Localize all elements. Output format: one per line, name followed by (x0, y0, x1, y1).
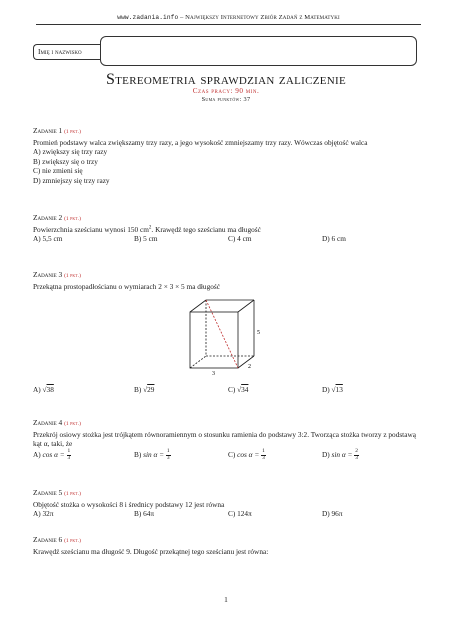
task-points: (1 pkt.) (64, 538, 81, 544)
task-1-answer-c[interactable]: C) nie zmieni się (33, 166, 83, 176)
task-1-answer-d[interactable]: D) zmniejszy się trzy razy (33, 175, 110, 185)
task-3-answers (33, 385, 423, 395)
task-5-answer-d[interactable]: D) 96π (322, 509, 343, 519)
task-4-heading (33, 418, 423, 430)
task-points: (1 pkt.) (64, 421, 81, 427)
header-tagline: – Największy Internetowy Zbiór Zadań z Matematyki (180, 14, 340, 21)
header-site: www.zadania.info (117, 14, 179, 21)
task-2-answer-d[interactable]: D) 6 cm (322, 234, 346, 244)
cuboid-diagonal (206, 300, 238, 368)
points-total: Suma punktów: 37 (201, 96, 251, 103)
task-6 (33, 535, 423, 556)
task-4-answers (33, 449, 423, 461)
task-5 (33, 488, 423, 519)
task-number: Zadanie 1 (33, 126, 63, 135)
task-2 (33, 213, 423, 244)
time-limit: Czas pracy: 90 min. (192, 87, 260, 95)
task-4 (33, 418, 423, 461)
task-5-text: Objętość stożka o wysokości 8 i średnicy podstawy 12 jest równa (33, 499, 225, 509)
cuboid-height-label: 5 (257, 330, 260, 336)
task-3-answer-b[interactable]: B) √29 (134, 385, 155, 394)
task-3-text: Przekątna prostopadłościanu o wymiarach 2 × 3 × 5 ma długość (33, 281, 220, 291)
page-header (36, 14, 421, 25)
task-3-heading (33, 270, 423, 282)
name-field[interactable] (100, 36, 417, 66)
task-6-heading (33, 535, 423, 547)
cuboid-width-label: 3 (212, 371, 215, 376)
task-2-text: Powierzchnia sześcianu wynosi 150 $cm^2$. Krawędź tego sześcianu ma długość (33, 224, 261, 234)
task-4-text: Przekrój osiowy stożka jest trójkątem równoramiennym o stosunku ramienia do podstawy 3:2. Tworząca stożka tworzy z podstawą kąt α, taki, że (33, 429, 416, 449)
task-1-answer-b[interactable]: B) zwiększy się o trzy (33, 156, 98, 166)
task-number: Zadanie 6 (33, 535, 63, 544)
task-number: Zadanie 5 (33, 488, 63, 497)
task-1-heading (33, 126, 423, 138)
task-5-answer-b[interactable]: B) 64π (134, 509, 155, 519)
task-2-answer-a[interactable]: A) 5,5 cm (33, 234, 63, 244)
cuboid-front-face (190, 312, 238, 368)
task-2-answers (33, 234, 423, 244)
task-1-text: Promień podstawy walca zwiększamy trzy razy, a jego wysokość zmniejszamy trzy razy. Wówczas objętość walca (33, 137, 368, 147)
task-4-answer-b[interactable]: B) sin α = $\frac{1}{3}$ (134, 447, 170, 461)
page-number: 1 (224, 595, 228, 604)
cuboid-figure (184, 298, 264, 376)
task-3-answer-a[interactable]: A) √38 (33, 385, 54, 394)
task-1-answer-a[interactable]: A) zwiększy się trzy razy (33, 147, 108, 157)
page-title: Stereometria sprawdzian zaliczenie (105, 71, 347, 88)
task-number: Zadanie 4 (33, 418, 63, 427)
task-2-answer-c[interactable]: C) 4 cm (228, 234, 252, 244)
task-5-answer-a[interactable]: A) 32π (33, 509, 54, 519)
task-5-answers (33, 509, 423, 519)
task-points: (1 pkt.) (64, 216, 81, 222)
cuboid-depth-label: 2 (248, 364, 251, 370)
task-5-answer-c[interactable]: C) 124π (228, 509, 252, 519)
task-2-heading (33, 213, 423, 225)
task-6-text: Krawędź sześcianu ma długość 9. Długość przekątnej tego sześcianu jest równa: (33, 546, 269, 556)
task-3 (33, 270, 423, 291)
task-3-answer-d[interactable]: D) √13 (322, 385, 343, 394)
task-number: Zadanie 2 (33, 213, 63, 222)
task-3-answer-c[interactable]: C) √34 (228, 385, 249, 394)
task-points: (1 pkt.) (64, 129, 81, 135)
task-1 (33, 126, 423, 186)
task-2-answer-b[interactable]: B) 5 cm (134, 234, 158, 244)
name-label: Imię i nazwisko (33, 44, 100, 60)
task-points: (1 pkt.) (64, 273, 81, 279)
task-4-answer-c[interactable]: C) cos α = $\frac{1}{3}$ (228, 447, 265, 461)
task-number: Zadanie 3 (33, 270, 63, 279)
task-5-heading (33, 488, 423, 500)
task-4-answer-d[interactable]: D) sin α = $\frac{2}{3}$ (322, 447, 358, 461)
task-4-answer-a[interactable]: A) cos α = $\frac{1}{3}$ (33, 447, 71, 461)
task-points: (1 pkt.) (64, 491, 81, 497)
task-3-answers-block (33, 385, 423, 395)
